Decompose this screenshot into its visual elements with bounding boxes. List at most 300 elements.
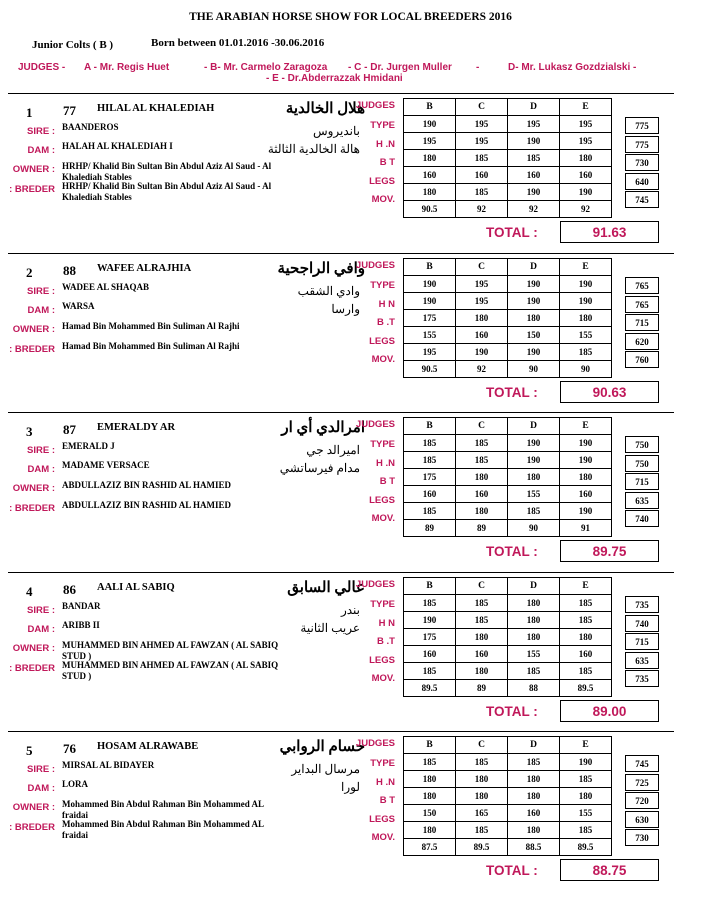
score-cell: 185 [404,503,456,520]
class-label: Junior Colts ( B ) [32,39,114,51]
score-cell: 185 [404,452,456,469]
criterion-label: MOV. [371,194,395,205]
average-cell: 89 [456,680,508,697]
score-grid [403,98,612,218]
score-cell: 190 [560,452,612,469]
entry-block [0,257,701,407]
score-cell: 190 [508,435,560,452]
section-divider [8,412,674,413]
score-cell: 185 [456,184,508,201]
entry-block [0,735,701,885]
score-row [404,310,612,327]
score-cell: 185 [560,822,612,839]
score-cell: 185 [508,663,560,680]
sire-name-arabic: بندر [340,603,360,617]
total-label: TOTAL : [486,704,538,719]
owner-name: MUHAMMED BIN AHMED AL FAWZAN ( AL SABIQ STUD ) [62,640,279,661]
score-cell: 175 [404,629,456,646]
average-cell: 92 [456,361,508,378]
breeder-label: BREDER : [9,503,55,514]
score-cell: 190 [508,184,560,201]
score-row [404,646,612,663]
score-cell: 160 [404,167,456,184]
score-cell: 180 [508,788,560,805]
entry-catalog-number: 76 [63,741,76,756]
judges-label: JUDGES - [18,62,66,73]
horse-name-arabic: عالي السابق [287,580,365,596]
score-cell: 185 [508,150,560,167]
total-label: TOTAL : [486,225,538,240]
judge-column-header: D [508,99,560,116]
grand-total: 90.63 [560,381,659,403]
criterion-total: 640 [625,173,659,190]
horse-name: WAFEE ALRAJHIA [97,263,192,274]
criterion-label: B T [379,157,395,168]
judges-header-label: JUDGES [355,579,395,590]
score-cell: 185 [456,150,508,167]
judge-column-header: B [404,737,456,754]
horse-name: HOSAM ALRAWABE [97,741,199,752]
criterion-label: MOV. [371,354,395,365]
owner-name: Mohammed Bin Abdul Rahman Bin Mohammed AL fraidai [62,799,264,820]
judge-d-sep: - [476,62,480,73]
criterion-label: B T [379,795,395,806]
score-cell: 180 [456,629,508,646]
judge-column-header: B [404,259,456,276]
score-cell: 195 [404,133,456,150]
criterion-total: 715 [625,314,659,331]
entry-place: 3 [26,424,33,439]
entry-block [0,416,701,566]
score-row [404,754,612,771]
score-cell: 180 [404,771,456,788]
score-cell: 155 [508,486,560,503]
entry-place: 1 [26,105,33,120]
criterion-label: H .N [376,777,395,788]
judges-header-label: JUDGES [355,260,395,271]
criterion-label: B .T [377,317,395,328]
horse-name-arabic: حسام الروابي [279,739,365,755]
criterion-label: TYPE [370,758,395,769]
sire-label: SIRE : [27,445,55,456]
criterion-total: 620 [625,333,659,350]
grand-total: 89.00 [560,700,659,722]
score-cell: 180 [508,771,560,788]
judges-header-label: JUDGES [355,419,395,430]
score-row [404,293,612,310]
average-cell: 88.5 [508,839,560,856]
dam-name-arabic: مدام فيرساتشي [279,461,360,475]
sire-label: SIRE : [27,764,55,775]
judge-column-header: C [456,259,508,276]
horse-name-arabic: وافي الراجحية [277,261,365,277]
score-cell: 180 [560,150,612,167]
average-cell: 87.5 [404,839,456,856]
score-cell: 180 [404,150,456,167]
score-cell: 190 [560,503,612,520]
dam-name-arabic: لورا [341,780,360,794]
score-cell: 180 [560,629,612,646]
judge-column-header: C [456,737,508,754]
criterion-total: 735 [625,596,659,613]
judge-a: A - Mr. Regis Huet [84,62,170,73]
criterion-label: B .T [377,636,395,647]
judge-column-header: D [508,737,560,754]
criterion-total: 745 [625,755,659,772]
score-cell: 190 [456,344,508,361]
total-label: TOTAL : [486,544,538,559]
score-row [404,150,612,167]
score-cell: 190 [560,293,612,310]
score-cell: 180 [508,822,560,839]
average-cell: 92 [560,201,612,218]
average-cell: 89.5 [560,680,612,697]
score-row [404,344,612,361]
judge-e: - E - Dr.Abderrazzak Hmidani [266,73,403,84]
entry-block [0,97,701,247]
score-cell: 185 [456,435,508,452]
judge-column-header: C [456,578,508,595]
score-row [404,771,612,788]
score-cell: 155 [508,646,560,663]
score-row [404,788,612,805]
score-row [404,663,612,680]
sire-name: MIRSAL AL BIDAYER [62,760,155,770]
score-cell: 185 [404,754,456,771]
criterion-label: TYPE [370,439,395,450]
sire-name: BAANDEROS [62,122,119,132]
score-row [404,452,612,469]
dam-name: WARSA [62,301,95,311]
criterion-label: LEGS [369,495,395,506]
criterion-total: 745 [625,191,659,208]
criterion-label: H N [378,618,395,629]
score-cell: 175 [404,469,456,486]
sire-label: SIRE : [27,286,55,297]
score-cell: 180 [508,469,560,486]
judge-column-header: B [404,578,456,595]
score-cell: 160 [456,327,508,344]
score-row [404,276,612,293]
score-row [404,805,612,822]
criterion-total: 715 [625,473,659,490]
score-row [404,133,612,150]
score-cell: 185 [456,595,508,612]
score-cell: 190 [560,435,612,452]
average-cell: 89.5 [560,839,612,856]
score-cell: 160 [560,486,612,503]
section-divider [8,93,674,94]
score-cell: 195 [456,133,508,150]
score-cell: 165 [456,805,508,822]
score-row [404,486,612,503]
score-grid [403,417,612,537]
criterion-label: B T [379,476,395,487]
score-cell: 155 [404,327,456,344]
section-divider [8,731,674,732]
score-cell: 180 [508,612,560,629]
score-cell: 195 [456,276,508,293]
score-cell: 185 [456,822,508,839]
criterion-total: 750 [625,455,659,472]
born-range: Born between 01.01.2016 -30.06.2016 [151,37,325,49]
judge-column-header: D [508,578,560,595]
score-cell: 155 [560,805,612,822]
total-label: TOTAL : [486,385,538,400]
score-row [404,822,612,839]
total-label: TOTAL : [486,863,538,878]
judge-column-header: E [560,259,612,276]
score-grid [403,736,612,856]
criterion-label: TYPE [370,599,395,610]
score-cell: 190 [560,754,612,771]
dam-name-arabic: عريب الثانية [300,621,360,635]
entry-block [0,576,701,726]
judge-column-header: B [404,99,456,116]
score-cell: 185 [560,771,612,788]
judges-header-label: JUDGES [355,738,395,749]
score-cell: 150 [404,805,456,822]
score-cell: 180 [508,595,560,612]
average-cell: 90.5 [404,361,456,378]
entry-catalog-number: 86 [63,582,76,597]
score-cell: 185 [560,663,612,680]
score-cell: 150 [508,327,560,344]
dam-label: DAM : [27,783,55,794]
criterion-total: 765 [625,296,659,313]
average-cell: 91 [560,520,612,537]
horse-name: EMERALDY AR [97,422,176,433]
breeder-label: BREDER : [9,822,55,833]
owner-name: HRHP/ Khalid Bin Sultan Bin Abdul Aziz Al Saud - Al Khalediah Stables [62,161,272,182]
owner-label: OWNER : [12,324,55,335]
criterion-label: MOV. [371,832,395,843]
score-cell: 195 [404,344,456,361]
score-cell: 180 [456,469,508,486]
entry-place: 2 [26,265,33,280]
score-cell: 195 [456,293,508,310]
score-row [404,167,612,184]
dam-label: DAM : [27,624,55,635]
score-cell: 160 [560,167,612,184]
score-cell: 180 [456,503,508,520]
average-cell: 89 [404,520,456,537]
judge-column-header: D [508,259,560,276]
average-cell: 90 [508,361,560,378]
owner-name: Hamad Bin Mohammed Bin Suliman Al Rajhi [62,321,240,331]
average-cell: 89 [456,520,508,537]
sire-name-arabic: اميرالد جي [306,443,360,457]
section-divider [8,572,674,573]
score-cell: 185 [404,663,456,680]
score-cell: 190 [404,276,456,293]
score-cell: 180 [404,788,456,805]
owner-label: OWNER : [12,802,55,813]
criterion-total: 740 [625,510,659,527]
criterion-label: LEGS [369,336,395,347]
criterion-total: 720 [625,792,659,809]
criterion-label: H N [378,299,395,310]
criterion-total: 760 [625,351,659,368]
sire-name: EMERALD J [62,441,115,451]
sire-name: WADEE AL SHAQAB [62,282,150,292]
grand-total: 91.63 [560,221,659,243]
average-cell: 89.5 [404,680,456,697]
score-cell: 180 [404,184,456,201]
score-cell: 190 [404,293,456,310]
score-cell: 180 [456,310,508,327]
average-cell: 90.5 [404,201,456,218]
score-cell: 160 [404,646,456,663]
dam-label: DAM : [27,464,55,475]
score-cell: 155 [560,327,612,344]
score-cell: 180 [456,771,508,788]
average-cell: 90 [560,361,612,378]
dam-name: LORA [62,779,89,789]
grand-total: 89.75 [560,540,659,562]
judge-d: D- Mr. Lukasz Gozdzialski - [508,62,637,73]
score-cell: 180 [560,788,612,805]
breeder-name: MUHAMMED BIN AHMED AL FAWZAN ( AL SABIQ STUD ) [62,660,279,681]
dam-name: ARIBB II [62,620,100,630]
sire-label: SIRE : [27,126,55,137]
score-cell: 160 [508,167,560,184]
criterion-total: 735 [625,670,659,687]
score-cell: 195 [456,116,508,133]
score-row [404,435,612,452]
score-cell: 185 [456,612,508,629]
average-cell: 92 [508,201,560,218]
horse-name: AALI AL SABIQ [97,582,175,593]
criterion-total: 730 [625,829,659,846]
breeder-name: HRHP/ Khalid Bin Sultan Bin Abdul Aziz Al Saud - Al Khalediah Stables [62,181,272,202]
criterion-total: 715 [625,633,659,650]
owner-label: OWNER : [12,483,55,494]
sire-name: BANDAR [62,601,101,611]
criterion-label: MOV. [371,513,395,524]
score-cell: 195 [508,116,560,133]
score-cell: 185 [404,595,456,612]
judge-column-header: E [560,578,612,595]
judge-column-header: C [456,99,508,116]
sire-label: SIRE : [27,605,55,616]
score-cell: 190 [404,612,456,629]
owner-label: OWNER : [12,164,55,175]
score-row [404,184,612,201]
judge-column-header: B [404,418,456,435]
score-row [404,629,612,646]
criterion-total: 725 [625,774,659,791]
judges-header-label: JUDGES [355,100,395,111]
score-row [404,469,612,486]
dam-name-arabic: وارسا [331,302,360,316]
breeder-name: ABDULLAZIZ BIN RASHID AL HAMIED [62,500,232,510]
score-cell: 190 [404,116,456,133]
breeder-label: BREDER : [9,184,55,195]
score-cell: 175 [404,310,456,327]
breeder-label: BREDER : [9,663,55,674]
score-cell: 195 [560,133,612,150]
score-cell: 190 [508,452,560,469]
score-cell: 160 [560,646,612,663]
criterion-label: H .N [376,458,395,469]
score-row [404,595,612,612]
breeder-label: BREDER : [9,344,55,355]
score-cell: 160 [456,646,508,663]
section-divider [8,253,674,254]
score-cell: 195 [560,116,612,133]
score-cell: 185 [508,503,560,520]
judge-column-header: E [560,418,612,435]
score-cell: 190 [508,293,560,310]
entry-catalog-number: 77 [63,103,76,118]
entry-place: 5 [26,743,33,758]
criterion-total: 775 [625,117,659,134]
judge-column-header: D [508,418,560,435]
dam-name-arabic: هالة الخالدية الثالثة [267,142,360,156]
score-cell: 190 [508,133,560,150]
criterion-label: H .N [376,139,395,150]
score-grid [403,258,612,378]
breeder-name: Mohammed Bin Abdul Rahman Bin Mohammed AL fraidai [62,819,264,840]
average-cell: 90 [508,520,560,537]
sire-name-arabic: مرسال البداير [291,762,360,776]
sire-name-arabic: باندیروس [312,124,360,138]
score-cell: 185 [456,754,508,771]
criterion-label: TYPE [370,120,395,131]
score-cell: 185 [560,595,612,612]
score-cell: 190 [560,184,612,201]
score-cell: 160 [456,486,508,503]
score-cell: 190 [508,344,560,361]
grand-total: 88.75 [560,859,659,881]
score-cell: 180 [508,310,560,327]
score-cell: 180 [456,663,508,680]
score-row [404,116,612,133]
dam-label: DAM : [27,305,55,316]
criterion-total: 750 [625,436,659,453]
score-cell: 180 [560,310,612,327]
judge-column-header: E [560,737,612,754]
score-cell: 180 [560,469,612,486]
score-cell: 185 [404,435,456,452]
entry-catalog-number: 88 [63,263,76,278]
criterion-label: LEGS [369,814,395,825]
score-cell: 190 [560,276,612,293]
score-cell: 160 [404,486,456,503]
average-cell: 88 [508,680,560,697]
score-cell: 160 [508,805,560,822]
dam-label: DAM : [27,145,55,156]
entry-catalog-number: 87 [63,422,76,437]
horse-name: HILAL AL KHALEDIAH [97,103,215,114]
criterion-total: 740 [625,615,659,632]
score-row [404,327,612,344]
owner-label: OWNER : [12,643,55,654]
score-row [404,612,612,629]
judge-column-header: E [560,99,612,116]
entry-place: 4 [26,584,33,599]
score-cell: 185 [508,754,560,771]
criterion-total: 635 [625,492,659,509]
sire-name-arabic: وادي الشقب [297,284,360,298]
dam-name: HALAH AL KHALEDIAH I [62,141,173,151]
score-cell: 180 [456,788,508,805]
owner-name: ABDULLAZIZ BIN RASHID AL HAMIED [62,480,232,490]
judge-b: - B- Mr. Carmelo Zaragoza [204,62,328,73]
criterion-total: 630 [625,811,659,828]
score-cell: 185 [456,452,508,469]
